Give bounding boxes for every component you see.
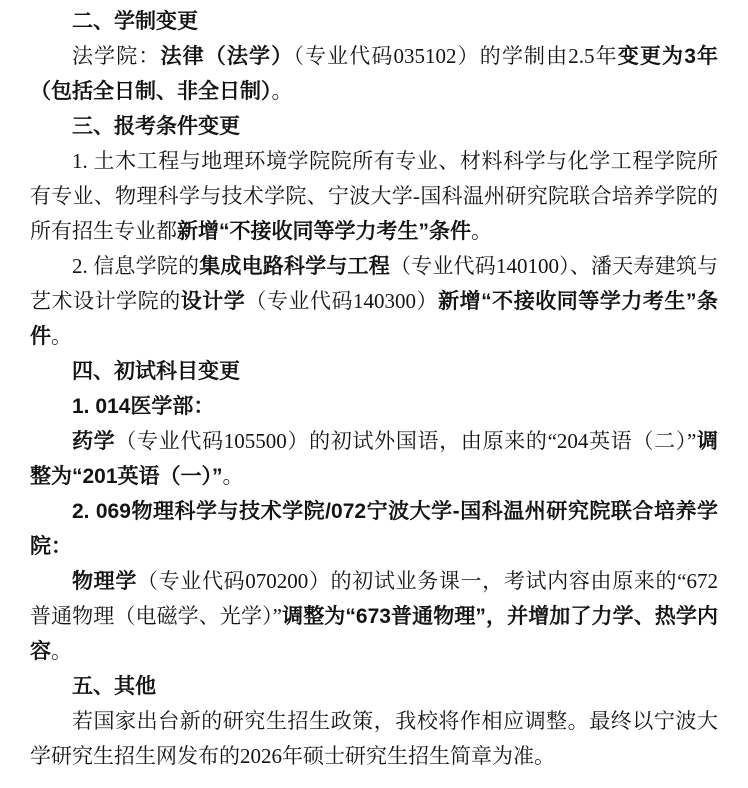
text-run: （专业代码035102）的学制由2.5年 — [293, 44, 618, 68]
section4-sub1-paragraph — [30, 424, 718, 494]
section2-heading: 二、学制变更 — [72, 10, 198, 33]
text-run-bold: 新增“不接收同等学力考生”条件 — [30, 290, 719, 348]
text-run-bold: 变更为3年（包括全日制、非全日制） — [30, 45, 719, 103]
text-run-bold: 调整为“201英语（一）” — [30, 430, 719, 488]
text-run: （专业代码140300） — [245, 289, 439, 313]
text-run: 2. 信息学院的 — [72, 254, 200, 278]
text-run-bold: 新增“不接收同等学力考生”条件 — [177, 220, 471, 243]
text-run-bold: 调整为“673普通物理”，并增加了力学、热学内容 — [30, 605, 718, 663]
section4-sub2-heading: 2. 069物理科学与技术学院/072宁波大学-国科温州研究院联合培养学院： — [30, 500, 718, 558]
text-run-bold: 集成电路科学与工程 — [199, 255, 390, 278]
text-run: （专业代码105500）的初试外国语，由原来的“204英语（二）” — [115, 429, 697, 453]
text-run: 。 — [51, 324, 72, 348]
section4-sub2-paragraph — [30, 564, 718, 669]
text-run: 。 — [222, 464, 244, 488]
text-run: （专业代码070200）的初试业务课一，考试内容由原来的“672普通物理（电磁学、光学）” — [30, 569, 718, 628]
section4-heading: 四、初试科目变更 — [72, 360, 240, 383]
section2-paragraph — [30, 39, 718, 109]
section3-item1-paragraph — [30, 144, 718, 249]
text-run: 1. 土木工程与地理环境学院院所有专业、材料科学与化学工程学院所有专业、物理科学与技术学院、宁波大学-国科温州研究院联合培养学院的所有招生专业都 — [30, 149, 718, 243]
text-run-bold: 物理学 — [72, 570, 137, 593]
section3-item2-paragraph — [30, 249, 718, 354]
section5-heading: 五、其他 — [72, 675, 156, 698]
text-run-bold: 法律（法学） — [160, 45, 294, 68]
text-run: 。 — [471, 219, 492, 243]
text-run-bold: 设计学 — [180, 290, 246, 313]
section3-heading: 三、报考条件变更 — [72, 115, 240, 138]
section4-sub1-heading: 1. 014医学部： — [72, 395, 215, 418]
text-run: （专业代码140100）、潘天寿建筑与艺术设计学院的 — [30, 254, 719, 313]
section5-paragraph: 若国家出台新的研究生招生政策，我校将作相应调整。最终以宁波大学研究生招生网发布的2026年硕士研究生招生简章为准。 — [30, 709, 718, 768]
text-run: 。 — [271, 79, 293, 103]
text-run: 。 — [51, 639, 72, 663]
text-run-bold: 药学 — [72, 430, 116, 453]
text-run: 法学院： — [72, 44, 161, 68]
